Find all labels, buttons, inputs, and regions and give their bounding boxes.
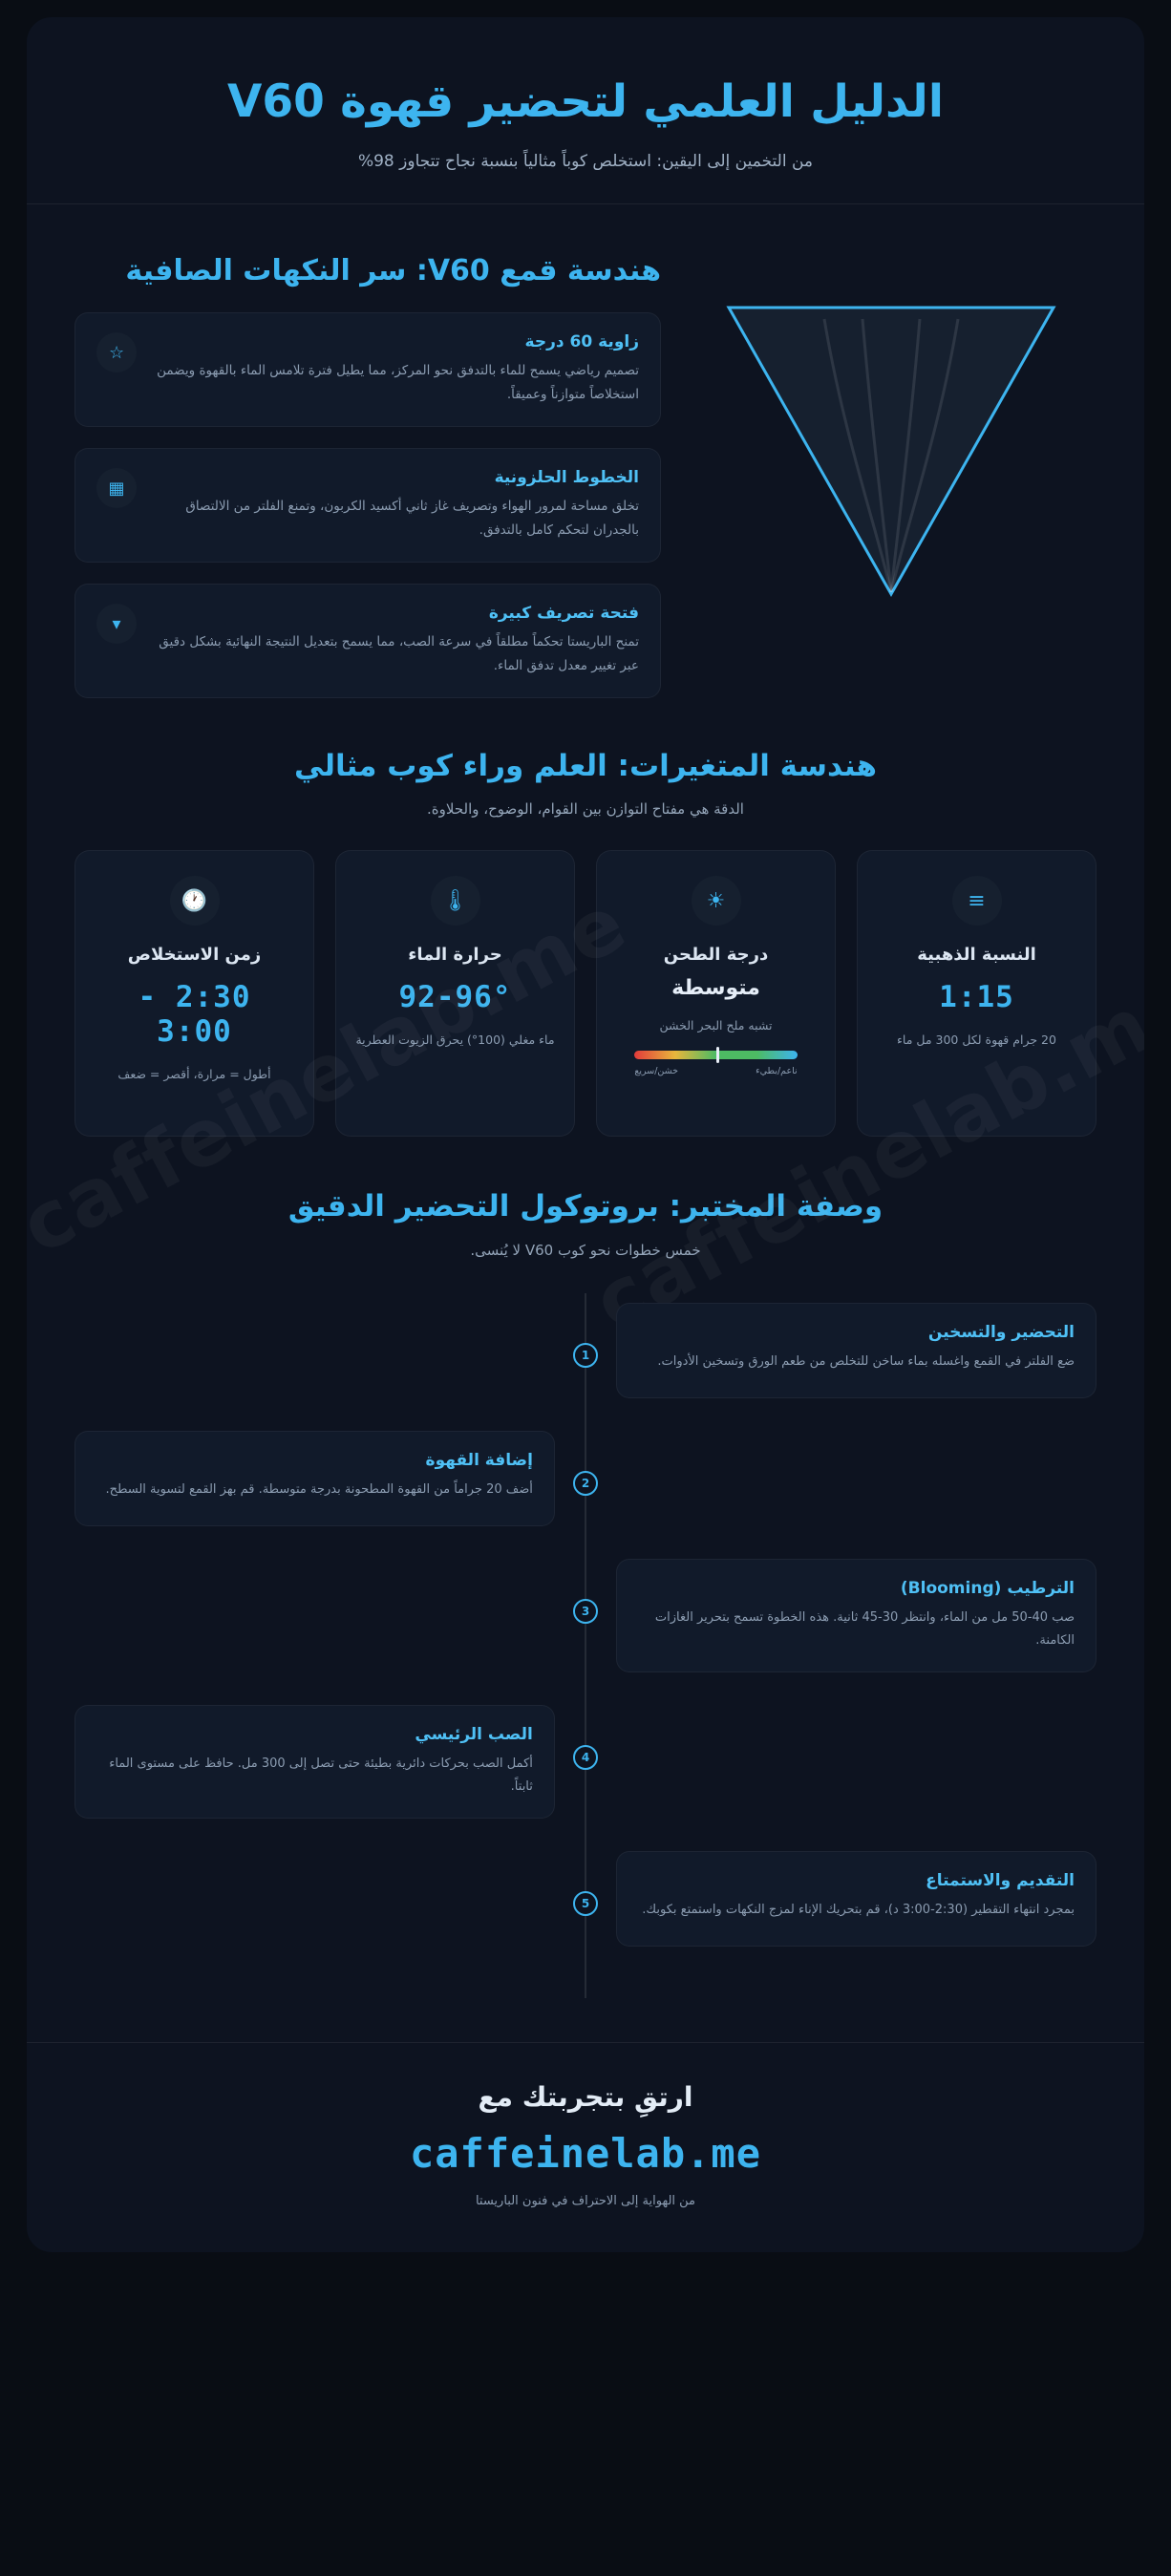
grind-scale-left-label: خشن/سريع xyxy=(634,1065,678,1076)
cone-section-title: هندسة قمع V60: سر النكهات الصافية xyxy=(125,253,661,287)
step-desc: بمجرد انتهاء التقطير (2:30-3:00 د)، قم بتحريك الإناء لمزج النكهات واستمتع بكوبك. xyxy=(642,1903,1075,1918)
card-note: ماء مغلي (100°) يحرق الزيوت العطرية xyxy=(355,1033,555,1048)
step-title: الترطيب (Blooming) xyxy=(900,1578,1075,1598)
footer-cta: ارتقِ بتجربتك مع xyxy=(478,2081,693,2114)
card-value: 2:30 - 3:00 xyxy=(138,980,251,1050)
grind-scale-bar xyxy=(634,1051,797,1059)
card-label: النسبة الذهبية xyxy=(917,945,1036,966)
step-number: 1 xyxy=(573,1343,598,1368)
timeline-step xyxy=(75,1559,1096,1672)
recipe-timeline xyxy=(75,1293,1096,1998)
cone-illustration xyxy=(686,250,1096,606)
step-title: الصب الرئيسي xyxy=(415,1724,533,1744)
step-card xyxy=(616,1559,1096,1672)
card-label: زمن الاستخلاص xyxy=(127,945,262,966)
star-icon: ☆ xyxy=(96,332,137,373)
step-number: 4 xyxy=(573,1745,598,1770)
step-number: 5 xyxy=(573,1891,598,1916)
card-label: حرارة الماء xyxy=(408,945,502,966)
step-title: إضافة القهوة xyxy=(425,1450,533,1470)
timeline-step xyxy=(75,1705,1096,1819)
recipe-section xyxy=(27,1146,1144,2017)
step-desc: ضع الفلتر في القمع واغسله بماء ساخن للتخلص من طعم الورق وتسخين الأدوات. xyxy=(657,1353,1075,1369)
variable-card-temperature xyxy=(335,850,575,1137)
feature-title: فتحة تصريف كبيرة xyxy=(488,604,639,624)
card-value: 92-96° xyxy=(398,980,512,1015)
step-card xyxy=(616,1303,1096,1398)
thermometer-icon: 🌡 xyxy=(431,876,480,926)
step-desc: صب 40-50 مل من الماء، وانتظر 30-45 ثانية. هذه الخطوة تسمح بتحرير الغازات الكامنة. xyxy=(654,1609,1075,1648)
step-title: التقديم والاستمتاع xyxy=(926,1871,1075,1891)
timeline-step xyxy=(75,1851,1096,1947)
step-title: التحضير والتسخين xyxy=(927,1322,1075,1342)
card-value: 1:15 xyxy=(939,980,1014,1015)
recipe-subtitle: خمس خطوات نحو كوب V60 لا يُنسى. xyxy=(470,1241,701,1259)
cone-section xyxy=(27,204,1144,708)
page-subtitle: من التخمين إلى اليقين: استخلص كوباً مثالياً بنسبة نجاح تتجاوز 98% xyxy=(357,151,814,171)
timeline-step xyxy=(75,1303,1096,1398)
feature-title: الخطوط الحلزونية xyxy=(494,468,639,488)
feature-desc: تخلق مساحة لمرور الهواء وتصريف غاز ثاني أكسيد الكربون، وتمنع الفلتر من الالتصاق بالجدران لتحكم كامل بالتدفق. xyxy=(185,499,639,539)
grind-scale-marker xyxy=(716,1047,719,1063)
card-value: متوسطة xyxy=(671,976,760,1001)
feature-title: زاوية 60 درجة xyxy=(524,332,639,352)
footer-tagline: من الهواية إلى الاحتراف في فنون الباريستا xyxy=(475,2194,696,2209)
variable-cards xyxy=(75,850,1096,1137)
variable-card-ratio xyxy=(857,850,1096,1137)
feature-desc: تمنح الباريستا تحكماً مطلقاً في سرعة الصب، مما يسمح بتعديل النتيجة النهائية بشكل دقيق عبر تغيير معدل تدفق الماء. xyxy=(159,634,639,674)
variables-subtitle: الدقة هي مفتاح التوازن بين القوام، الوضوح، والحلاوة. xyxy=(427,800,744,819)
step-card xyxy=(75,1431,555,1526)
infographic-page xyxy=(27,17,1144,2252)
variables-section xyxy=(27,708,1144,1146)
step-number: 3 xyxy=(573,1599,598,1624)
step-card xyxy=(616,1851,1096,1947)
feature-card xyxy=(75,312,661,427)
variable-card-grind xyxy=(596,850,836,1137)
v60-cone-graphic xyxy=(710,290,1073,606)
feature-desc: تصميم رياضي يسمح للماء بالتدفق نحو المركز، مما يطيل فترة تلامس الماء بالقهوة ويضمن استخلاصاً متوازناً وعميقاً. xyxy=(157,363,639,403)
page-title: الدليل العلمي لتحضير قهوة V60 xyxy=(227,75,944,128)
card-note: 20 جرام قهوة لكل 300 مل ماء xyxy=(897,1033,1056,1048)
footer-brand-link[interactable]: caffeinelab.me xyxy=(409,2130,761,2178)
card-label: درجة الطحن xyxy=(663,945,769,966)
step-desc: أضف 20 جراماً من القهوة المطحونة بدرجة متوسطة. قم بهز القمع لتسوية السطح. xyxy=(105,1481,533,1497)
balance-icon: ≡ xyxy=(952,876,1002,926)
recipe-title: وصفة المختبر: بروتوكول التحضير الدقيق xyxy=(287,1189,884,1224)
step-card xyxy=(75,1705,555,1819)
card-note: تشبه ملح البحر الخشن xyxy=(659,1018,773,1033)
step-desc: أكمل الصب بحركات دائرية بطيئة حتى تصل إلى 300 مل. حافظ على مستوى الماء ثابتاً. xyxy=(109,1756,533,1794)
feature-card xyxy=(75,584,661,698)
chevron-down-icon: ▾ xyxy=(96,604,137,644)
footer xyxy=(27,2042,1144,2252)
step-number: 2 xyxy=(573,1471,598,1496)
grind-scale-labels xyxy=(634,1066,797,1076)
card-note: أطول = مرارة، أقصر = ضعف xyxy=(117,1067,271,1082)
grind-scale-right-label: ناعم/بطيء xyxy=(756,1065,798,1076)
cone-features xyxy=(75,250,661,698)
timeline-step xyxy=(75,1431,1096,1526)
feature-card xyxy=(75,448,661,563)
sun-icon: ☀ xyxy=(692,876,741,926)
variable-card-time xyxy=(75,850,314,1137)
variables-title: هندسة المتغيرات: العلم وراء كوب مثالي xyxy=(293,749,878,784)
clock-icon: 🕐 xyxy=(170,876,220,926)
header xyxy=(27,17,1144,204)
spiral-grid-icon: ▦ xyxy=(96,468,137,508)
